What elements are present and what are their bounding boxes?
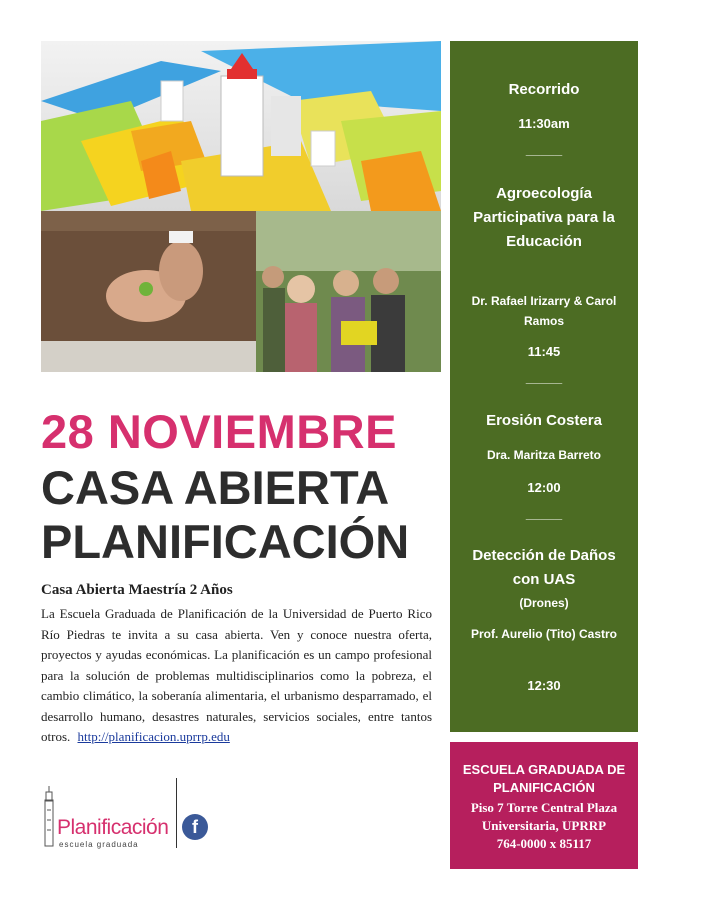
garden-fieldwork-image	[41, 211, 441, 372]
schedule-divider: _____	[525, 370, 563, 385]
event-title-line-2: PLANIFICACIÓN	[41, 515, 410, 568]
schedule-item-2-speaker: Dr. Rafael Irizarry & Carol Ramos	[471, 294, 617, 328]
garden-fieldwork-illustration	[41, 211, 441, 372]
tower-logo-icon	[41, 786, 57, 848]
schedule-item-2-time: 11:45	[527, 344, 561, 359]
event-date: 28 NOVIEMBRE	[41, 405, 397, 458]
schedule-item-3-speaker: Dra. Maritza Barreto	[486, 448, 602, 462]
schedule-item-4-note: (Drones)	[519, 596, 569, 610]
schedule-item-1-time: 11:30am	[518, 116, 570, 131]
logo-divider	[176, 778, 177, 848]
city-model-image	[41, 41, 441, 211]
body-subtitle: Casa Abierta Maestría 2 Años	[41, 582, 233, 598]
schedule-item-2-title: Agroecología Participativa para la Educación	[473, 185, 615, 250]
schedule-divider: _____	[525, 506, 563, 521]
address-lines	[450, 799, 638, 853]
schedule-item-4-time: 12:30	[527, 678, 561, 693]
logo-block	[41, 778, 221, 850]
city-model-illustration	[41, 41, 441, 211]
body-paragraph	[41, 604, 432, 748]
address-panel	[450, 742, 638, 869]
event-title-line-1: CASA ABIERTA	[41, 461, 390, 514]
schedule-item-3-title: Erosión Costera	[486, 412, 602, 429]
website-link[interactable]: http://planificacion.uprrp.edu	[77, 729, 230, 744]
schedule-item-4-speaker: Prof. Aurelio (Tito) Castro	[470, 627, 617, 641]
logo-subtitle: escuela graduada	[59, 840, 139, 849]
schedule-item-3-time: 12:00	[527, 480, 561, 495]
address-line-2: Universitaria, UPRRP	[481, 818, 607, 833]
schedule-item-1-title: Recorrido	[508, 81, 580, 98]
address-line-1: Piso 7 Torre Central Plaza	[470, 800, 618, 815]
schedule-item-4-title: Detección de Daños con UAS	[472, 547, 616, 588]
address-heading: ESCUELA GRADUADA DE PLANIFICACIÓN	[462, 762, 626, 795]
schedule-panel	[450, 41, 638, 732]
schedule-divider: _____	[525, 142, 563, 157]
body-paragraph-text: La Escuela Graduada de Planificación de la Universidad de Puerto Rico Río Piedras te invita a su casa abierta. Ven y conoce nuestra oferta, proyectos y ayudas económicas. La planificación es un campo profesional para la solución de problemas multidisciplinarios como la pobreza, el cambio climático, la soberanía alimentaria, el urbanismo desparramado, el desarrollo humano, desastres naturales, servicios sociales, entre tantos otros.	[41, 606, 432, 744]
logo-wordmark: Planificación	[57, 816, 169, 839]
facebook-icon[interactable]: f	[182, 814, 208, 840]
address-phone: 764-0000 x 85117	[496, 836, 592, 851]
